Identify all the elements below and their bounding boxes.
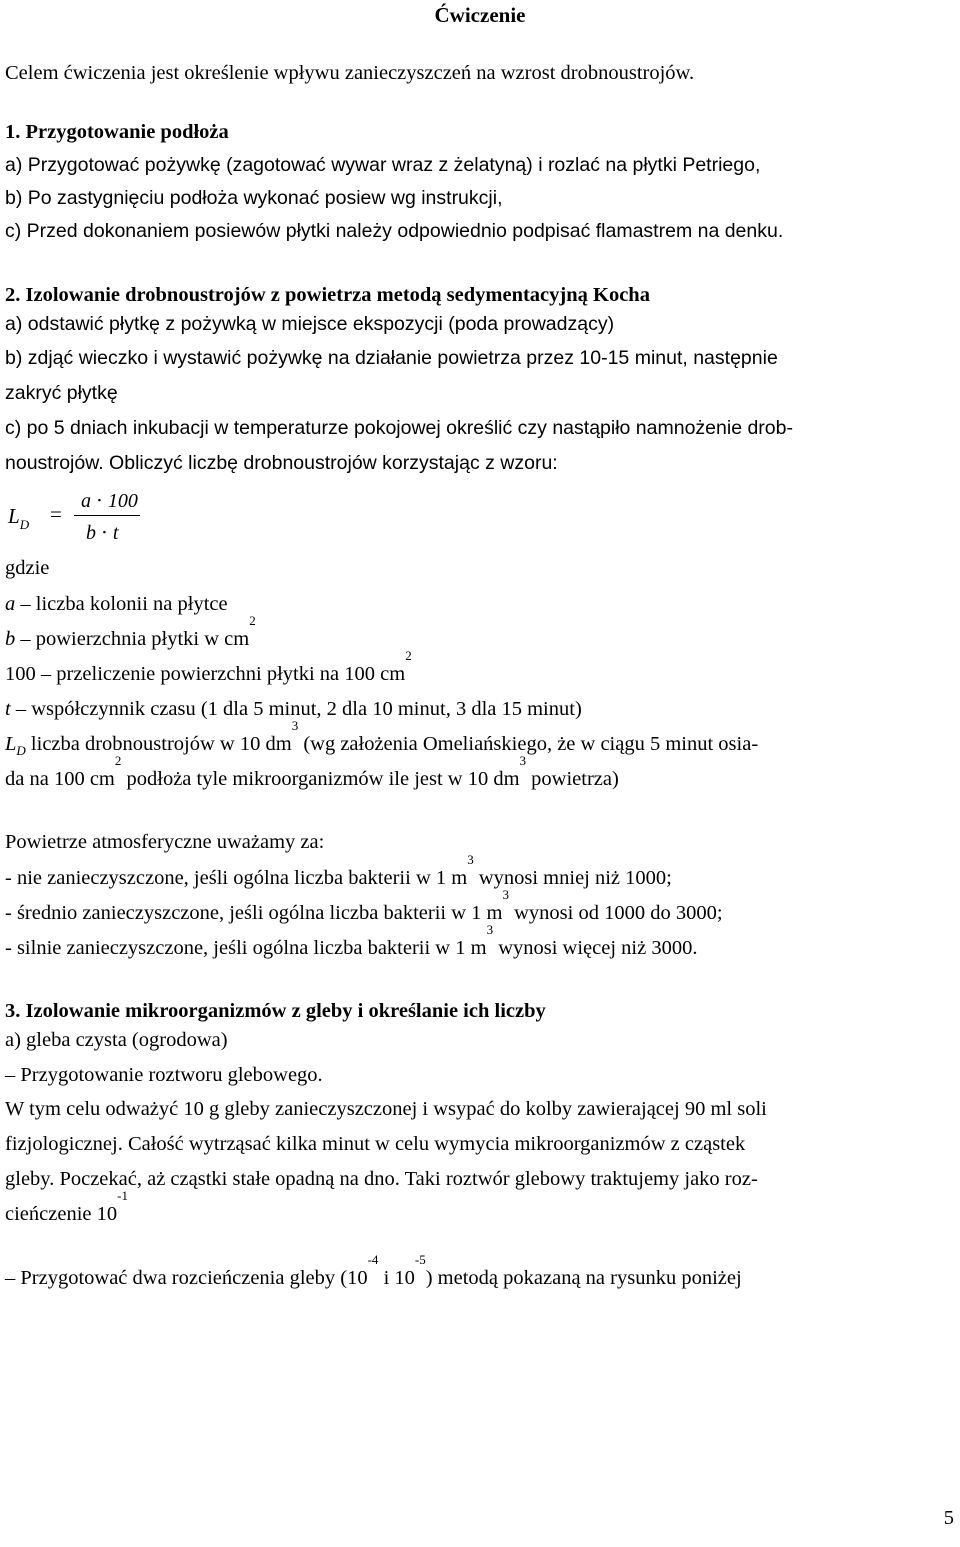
- section-3-item-a: a) gleba czysta (ogrodowa): [5, 1029, 228, 1051]
- air-level-1: - nie zanieczyszczone, jeśli ogólna liczba bakterii w 1 $m^3$ wynosi mniej niż 1000;: [5, 852, 672, 889]
- section-3-heading: 3. Izolowanie mikroorganizmów z gleby i określanie ich liczby: [5, 1000, 546, 1022]
- section-2-item-c-line1: c) po 5 dniach inkubacji w temperaturze pokojowej określić czy nastąpiło namnożenie drob-: [5, 417, 793, 439]
- formula-numerator: a ⋅ 100: [81, 490, 138, 512]
- section-3-paragraph-line1: W tym celu odważyć 10 g gleby zanieczyszczonej i wsypać do kolby zawierającej 90 ml soli: [5, 1098, 767, 1120]
- definition-b: b – powierzchnia płytki w $cm^2$: [5, 613, 256, 650]
- formula-equals: =: [50, 502, 62, 526]
- formula-lhs: $L_D$: [8, 504, 30, 532]
- definition-ld-line1: $L_D$ liczba drobnoustrojów w 10 $dm^3$ (wg założenia Omeliańskiego, że w ciągu 5 minut osia-: [5, 718, 759, 759]
- air-heading: Powietrze atmosferyczne uważamy za:: [5, 831, 325, 853]
- section-2-heading: 2. Izolowanie drobnoustrojów z powietrza metodą sedymentacyjną Kocha: [5, 284, 650, 306]
- definition-a: a – liczba kolonii na płytce: [5, 593, 228, 615]
- section-3-prep: – Przygotowanie roztworu glebowego.: [5, 1064, 323, 1086]
- page-title: Ćwiczenie: [434, 3, 526, 27]
- section-1-item-b: b) Po zastygnięciu podłoża wykonać posiew wg instrukcji,: [5, 187, 503, 209]
- formula-ld: [8, 488, 148, 548]
- fraction-bar: [74, 515, 140, 516]
- section-2-item-b-line1: b) zdjąć wieczko i wystawić pożywkę na działanie powietrza przez 10-15 minut, następnie: [5, 347, 778, 369]
- section-2-item-a: a) odstawić płytkę z pożywką w miejsce ekspozycji (poda prowadzący): [5, 313, 615, 335]
- definition-t: t – współczynnik czasu (1 dla 5 minut, 2 dla 10 minut, 3 dla 15 minut): [5, 698, 582, 720]
- intro-text: Celem ćwiczenia jest określenie wpływu zanieczyszczeń na wzrost drobnoustrojów.: [5, 62, 695, 84]
- section-3-paragraph-line2: fizjologicznej. Całość wytrząsać kilka minut w celu wymycia mikroorganizmów z cząstek: [5, 1133, 746, 1155]
- formula-denominator: b ⋅ t: [86, 522, 119, 544]
- section-1-item-c: c) Przed dokonaniem posiewów płytki należy odpowiednio podpisać flamastrem na denku.: [5, 220, 784, 242]
- definition-ld-line2: da na 100 $cm^2$ podłoża tyle mikroorganizmów ile jest w 10 $dm^3$ powietrza): [5, 753, 619, 790]
- section-3-dilutions: – Przygotować dwa rozcieńczenia gleby ($10^{-4}$ i $10^{-5}$) metodą pokazaną na rysunku poniżej: [5, 1252, 742, 1289]
- air-level-2: - średnio zanieczyszczone, jeśli ogólna liczba bakterii w 1 $m^3$ wynosi od 1000 do 3000;: [5, 887, 723, 924]
- air-level-3: - silnie zanieczyszczone, jeśli ogólna liczba bakterii w 1 $m^3$ wynosi więcej niż 3000.: [5, 922, 698, 959]
- section-3-paragraph-line4: cieńczenie $10^{-1}$: [5, 1188, 128, 1225]
- section-1-item-a: a) Przygotować pożywkę (zagotować wywar wraz z żelatyną) i rozlać na płytki Petriego,: [5, 154, 761, 176]
- gdzie-label: gdzie: [5, 557, 50, 579]
- section-1-heading: 1. Przygotowanie podłoża: [5, 121, 229, 143]
- section-2-item-c-line2: noustrojów. Obliczyć liczbę drobnoustrojów korzystając z wzoru:: [5, 452, 558, 474]
- page-number: 5: [943, 1507, 954, 1529]
- definition-100: 100 – przeliczenie powierzchni płytki na 100 $cm^2$: [5, 648, 412, 685]
- section-2-item-b-line2: zakryć płytkę: [5, 382, 118, 404]
- section-3-paragraph-line3: gleby. Poczekać, aż cząstki stałe opadną na dno. Taki roztwór glebowy traktujemy jako roz-: [5, 1168, 758, 1190]
